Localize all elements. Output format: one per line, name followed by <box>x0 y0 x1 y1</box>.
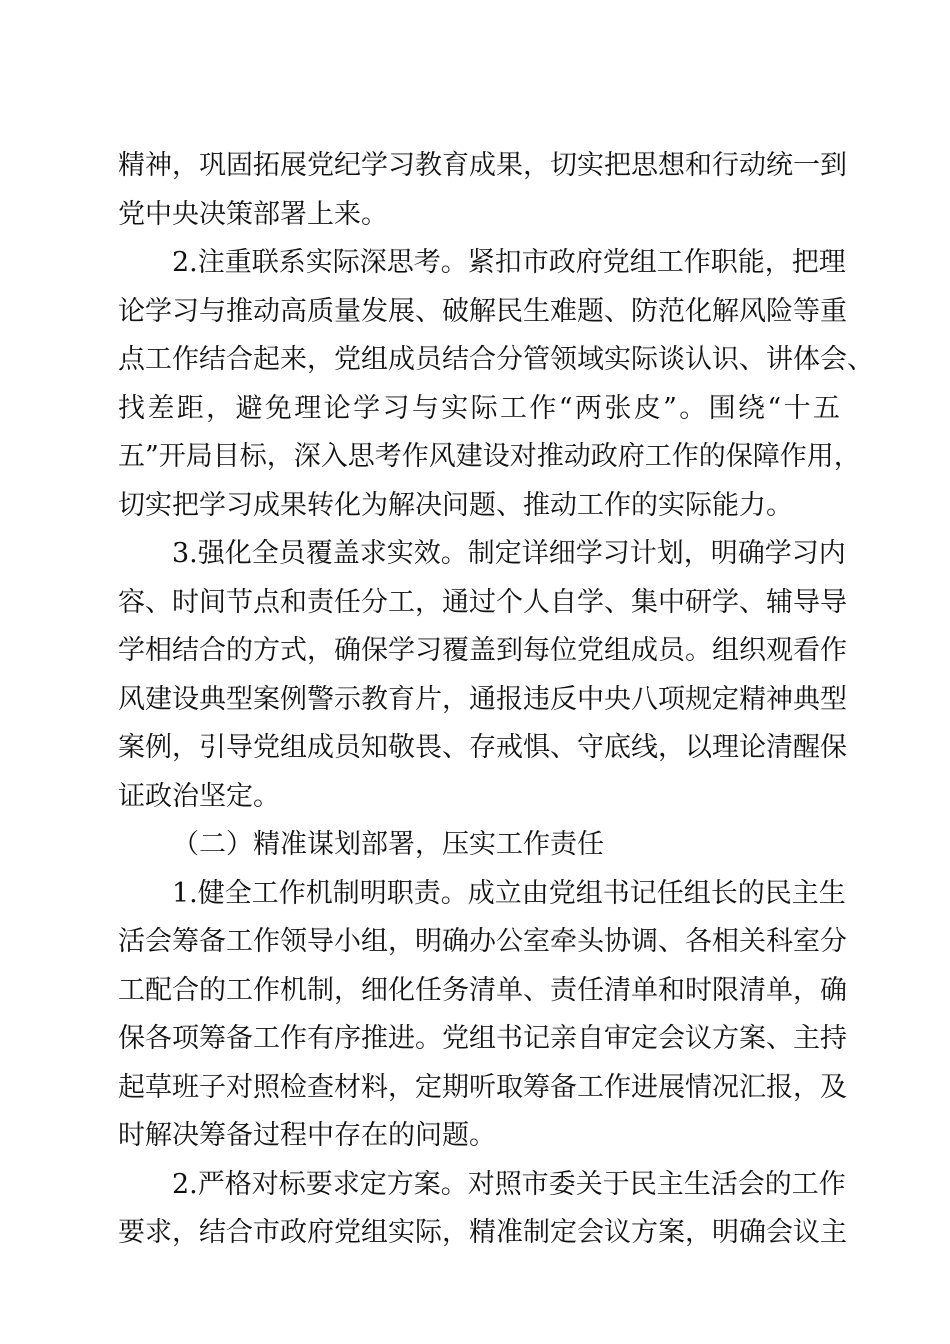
text-line: 五”开局目标，深入思考作风建设对推动政府工作的保障作用， <box>118 441 861 472</box>
text-line: 精神，巩固拓展党纪学习教育成果，切实把思想和行动统一到 <box>118 150 847 181</box>
paragraph-start-line: 2.严格对标要求定方案。对照市委关于民主生活会的工作 <box>172 1168 846 1200</box>
text-line: 点工作结合起来，党组成员结合分管领域实际谈认识、讲体会、 <box>118 344 874 375</box>
text-line: 证政治坚定。 <box>118 780 280 812</box>
text-line: 找差距，避免理论学习与实际工作“两张皮”。围绕“十五 <box>118 392 840 424</box>
text-line: 党中央决策部署上来。 <box>118 198 388 230</box>
section-heading: （二）精准谋划部署，压实工作责任 <box>172 829 604 860</box>
paragraph-start-line: 2.注重联系实际深思考。紧扣市政府党组工作职能，把理 <box>172 247 846 278</box>
text-line: 时解决筹备过程中存在的问题。 <box>118 1120 496 1151</box>
text-line: 工配合的工作机制，细化任务清单、责任清单和时限清单，确 <box>118 974 847 1006</box>
text-line: 案例，引导党组成员知敬畏、存戒惧、守底线，以理论清醒保 <box>118 732 847 763</box>
text-line: 学相结合的方式，确保学习覆盖到每位党组成员。组织观看作 <box>118 635 847 666</box>
text-line: 起草班子对照检查材料，定期听取筹备工作进展情况汇报，及 <box>118 1071 847 1103</box>
document-page <box>118 142 874 1258</box>
text-line: 活会筹备工作领导小组，明确办公室牵头协调、各相关科室分 <box>118 926 847 957</box>
paragraph-start-line: 1.健全工作机制明职责。成立由党组书记任组长的民主生 <box>172 877 846 909</box>
text-line: 论学习与推动高质量发展、破解民生难题、防范化解风险等重 <box>118 295 847 327</box>
text-line: 容、时间节点和责任分工，通过个人自学、集中研学、辅导导 <box>118 586 847 618</box>
paragraph-start-line: 3.强化全员覆盖求实效。制定详细学习计划，明确学习内 <box>172 538 846 569</box>
text-line: 保各项筹备工作有序推进。党组书记亲自审定会议方案、主持 <box>118 1023 847 1054</box>
text-line: 要求，结合市政府党组实际，精准制定会议方案，明确会议主 <box>118 1217 847 1248</box>
text-line: 风建设典型案例警示教育片，通报违反中央八项规定精神典型 <box>118 683 847 715</box>
text-line: 切实把学习成果转化为解决问题、推动工作的实际能力。 <box>118 489 793 521</box>
